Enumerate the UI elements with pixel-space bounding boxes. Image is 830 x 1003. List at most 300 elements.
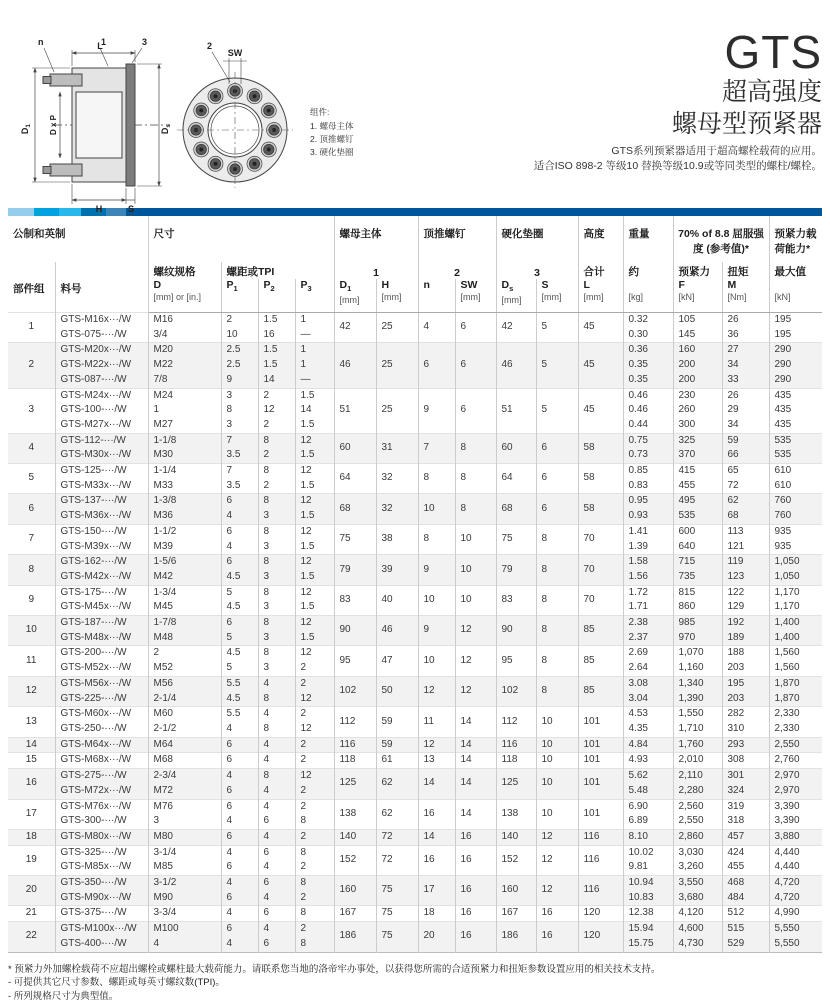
jackbolt-icon bbox=[247, 156, 262, 171]
header-symbol-13: F [kN] bbox=[673, 279, 722, 313]
cell-part: GTS-162-···/W bbox=[55, 555, 148, 570]
header-symbol-12: [kg] bbox=[623, 279, 673, 313]
cell-n: 13 bbox=[418, 753, 455, 769]
table-row bbox=[8, 313, 822, 328]
cell-s: 16 bbox=[536, 922, 578, 952]
cell-group: 15 bbox=[8, 753, 55, 769]
cell-d: M68 bbox=[148, 753, 221, 769]
component-legend bbox=[310, 107, 354, 157]
cell-kg: 4.53 bbox=[623, 707, 673, 722]
cell-f: 2,110 bbox=[673, 769, 722, 784]
cell-d: M72 bbox=[148, 784, 221, 799]
cell-ds: 160 bbox=[496, 876, 536, 906]
cell-kg: 2.69 bbox=[623, 646, 673, 661]
cell-f: 370 bbox=[673, 448, 722, 463]
cell-h: 59 bbox=[376, 737, 418, 753]
jackbolt-icon bbox=[247, 89, 262, 104]
cell-p2: 4 bbox=[258, 799, 295, 814]
cell-p1: 6 bbox=[221, 922, 258, 937]
cell-ds: 42 bbox=[496, 313, 536, 343]
cell-p3: 2 bbox=[295, 829, 334, 845]
cell-m: 121 bbox=[722, 540, 769, 555]
cell-p1: 4 bbox=[221, 509, 258, 524]
cell-d1: 42 bbox=[334, 313, 376, 343]
cell-s: 6 bbox=[536, 433, 578, 463]
legend-item-1: 1. 螺母主体 bbox=[310, 121, 354, 131]
cell-kg: 10.83 bbox=[623, 891, 673, 906]
cell-m: 34 bbox=[722, 358, 769, 373]
cell-s: 8 bbox=[536, 676, 578, 706]
cell-kg: 1.72 bbox=[623, 585, 673, 600]
cell-d1: 125 bbox=[334, 769, 376, 799]
cell-p1: 4 bbox=[221, 906, 258, 922]
cell-f: 735 bbox=[673, 570, 722, 585]
cell-d1: 90 bbox=[334, 616, 376, 646]
label-n: n bbox=[38, 37, 44, 47]
cell-max: 1,870 bbox=[769, 692, 822, 707]
cell-p3: 1.5 bbox=[295, 448, 334, 463]
cell-d1: 118 bbox=[334, 753, 376, 769]
cell-p2: 8 bbox=[258, 722, 295, 737]
cell-sw: 10 bbox=[455, 555, 496, 585]
cell-s: 8 bbox=[536, 555, 578, 585]
cell-f: 1,070 bbox=[673, 646, 722, 661]
cell-group: 11 bbox=[8, 646, 55, 676]
cell-p3: 2 bbox=[295, 707, 334, 722]
cell-kg: 2.38 bbox=[623, 616, 673, 631]
cell-p2: 16 bbox=[258, 328, 295, 343]
cell-p3: 12 bbox=[295, 722, 334, 737]
header-group-2: 尺寸 bbox=[148, 216, 334, 262]
cell-f: 325 bbox=[673, 433, 722, 448]
cell-p2: 14 bbox=[258, 373, 295, 388]
cell-p2: 4 bbox=[258, 753, 295, 769]
cell-part: GTS-075-···/W bbox=[55, 328, 148, 343]
cell-n: 9 bbox=[418, 555, 455, 585]
cell-ds: 102 bbox=[496, 676, 536, 706]
cell-d1: 68 bbox=[334, 494, 376, 524]
cell-group: 9 bbox=[8, 585, 55, 615]
header-group-7: 重量 bbox=[623, 216, 673, 262]
cell-p2: 3 bbox=[258, 600, 295, 615]
cell-kg: 0.73 bbox=[623, 448, 673, 463]
cell-p1: 9 bbox=[221, 373, 258, 388]
cell-kg: 0.83 bbox=[623, 479, 673, 494]
cell-p1: 6 bbox=[221, 784, 258, 799]
cell-sw: 8 bbox=[455, 494, 496, 524]
cell-f: 4,120 bbox=[673, 906, 722, 922]
cell-s: 6 bbox=[536, 494, 578, 524]
cell-p1: 4 bbox=[221, 876, 258, 891]
cell-p1: 4 bbox=[221, 540, 258, 555]
cell-s: 10 bbox=[536, 737, 578, 753]
cell-d: M90 bbox=[148, 891, 221, 906]
cell-kg: 1.41 bbox=[623, 524, 673, 539]
product-description-line1: GTS系列预紧器适用于超高螺栓载荷的应用。 bbox=[611, 145, 822, 157]
cell-ds: 118 bbox=[496, 753, 536, 769]
cell-n: 18 bbox=[418, 906, 455, 922]
cell-group: 1 bbox=[8, 313, 55, 343]
cell-h: 39 bbox=[376, 555, 418, 585]
cell-m: 455 bbox=[722, 860, 769, 875]
table-row bbox=[8, 464, 822, 479]
header-sublabel-3: 1 bbox=[334, 262, 418, 279]
cell-max: 2,330 bbox=[774, 722, 800, 734]
cell-kg: 15.94 bbox=[623, 922, 673, 937]
cell-f: 2,010 bbox=[673, 753, 722, 769]
cell-kg: 5.48 bbox=[623, 784, 673, 799]
cell-p1: 6 bbox=[221, 891, 258, 906]
cell-part: GTS-100-···/W bbox=[55, 403, 148, 418]
cell-p1: 2 bbox=[221, 313, 258, 328]
cell-p2: 4 bbox=[258, 737, 295, 753]
cell-p2: 8 bbox=[258, 555, 295, 570]
header-group-3: 螺母主体 bbox=[334, 216, 418, 262]
cell-d1: 51 bbox=[334, 388, 376, 433]
cell-m: 119 bbox=[722, 555, 769, 570]
cell-f: 1,760 bbox=[673, 737, 722, 753]
cell-p2: 1.5 bbox=[258, 358, 295, 373]
header-group-4: 顶推螺钉 bbox=[418, 216, 496, 262]
cell-h: 32 bbox=[376, 464, 418, 494]
cell-d: M85 bbox=[148, 860, 221, 875]
table-row bbox=[8, 799, 822, 814]
cell-m: 26 bbox=[722, 388, 769, 403]
cell-d1: 152 bbox=[334, 845, 376, 875]
cell-f: 860 bbox=[673, 600, 722, 615]
cell-p1: 6 bbox=[221, 494, 258, 509]
cell-part: GTS-300-···/W bbox=[55, 814, 148, 829]
cell-m: 129 bbox=[722, 600, 769, 615]
cell-p2: 8 bbox=[258, 769, 295, 784]
cell-sw: 16 bbox=[455, 829, 496, 845]
cell-p3: 2 bbox=[295, 922, 334, 937]
cell-m: 282 bbox=[722, 707, 769, 722]
cell-p3: 8 bbox=[295, 876, 334, 891]
cell-f: 640 bbox=[673, 540, 722, 555]
cell-m: 36 bbox=[722, 328, 769, 343]
product-subtitle-1: 超高强度 bbox=[721, 78, 822, 106]
cell-d: 2-3/4 bbox=[148, 769, 221, 784]
cell-f: 985 bbox=[673, 616, 722, 631]
cell-d: M33 bbox=[148, 479, 221, 494]
cell-h: 61 bbox=[376, 753, 418, 769]
cell-part: GTS-M45x···/W bbox=[55, 600, 148, 615]
cell-p3: 1.5 bbox=[295, 418, 334, 433]
cell-p1: 7 bbox=[221, 433, 258, 448]
cell-ds: 95 bbox=[496, 646, 536, 676]
cell-p2: 8 bbox=[258, 464, 295, 479]
cell-p3: 2 bbox=[295, 737, 334, 753]
cell-p2: 3 bbox=[258, 570, 295, 585]
cell-p1: 4.5 bbox=[221, 646, 258, 661]
cell-l: 116 bbox=[578, 829, 623, 845]
cell-part: GTS-112-···/W bbox=[55, 433, 148, 448]
cell-kg: 1.71 bbox=[623, 600, 673, 615]
cell-p1: 5 bbox=[221, 661, 258, 676]
cell-f: 4,600 bbox=[673, 922, 722, 937]
cell-group: 7 bbox=[8, 524, 55, 554]
cell-m: 308 bbox=[722, 753, 769, 769]
cell-m: 29 bbox=[722, 403, 769, 418]
cell-d: M64 bbox=[148, 737, 221, 753]
cell-f: 535 bbox=[673, 509, 722, 524]
cell-l: 70 bbox=[578, 585, 623, 615]
cell-l: 45 bbox=[578, 388, 623, 433]
cell-p3: 12 bbox=[295, 524, 334, 539]
cell-f: 1,160 bbox=[673, 661, 722, 676]
footnotes bbox=[8, 963, 822, 1003]
cell-p1: 5.5 bbox=[221, 707, 258, 722]
cell-d: 1-1/8 bbox=[148, 433, 221, 448]
cell-p3: — bbox=[295, 328, 334, 343]
cell-max: 4,990 bbox=[769, 906, 822, 922]
cell-p1: 5.5 bbox=[221, 676, 258, 691]
cell-ds: 64 bbox=[496, 464, 536, 494]
cell-part: GTS-M20x···/W bbox=[55, 343, 148, 358]
specification-table bbox=[8, 216, 822, 953]
cell-l: 101 bbox=[578, 753, 623, 769]
cell-kg: 0.35 bbox=[623, 358, 673, 373]
cell-p2: 6 bbox=[258, 937, 295, 952]
cell-sw: 12 bbox=[455, 616, 496, 646]
cell-d: 3-1/2 bbox=[148, 876, 221, 891]
cell-max: 1,400 bbox=[769, 631, 822, 646]
cell-f: 300 bbox=[673, 418, 722, 433]
cell-l: 85 bbox=[578, 646, 623, 676]
cell-d: 7/8 bbox=[148, 373, 221, 388]
cell-d: 1 bbox=[148, 403, 221, 418]
table-row bbox=[8, 737, 822, 753]
cell-p1: 4 bbox=[221, 769, 258, 784]
cell-d: 1-1/4 bbox=[148, 464, 221, 479]
cell-d: M22 bbox=[148, 358, 221, 373]
cell-n: 16 bbox=[418, 845, 455, 875]
cell-part: GTS-M76x···/W bbox=[55, 799, 148, 814]
cell-p3: 8 bbox=[295, 937, 334, 952]
label-3: 3 bbox=[142, 37, 148, 47]
cell-l: 101 bbox=[578, 799, 623, 829]
cell-p1: 4 bbox=[221, 845, 258, 860]
cell-part: GTS-200-···/W bbox=[55, 646, 148, 661]
cell-sw: 10 bbox=[455, 524, 496, 554]
table-row bbox=[8, 676, 822, 691]
cell-h: 25 bbox=[376, 343, 418, 388]
cell-d: M56 bbox=[148, 676, 221, 691]
cell-group: 3 bbox=[8, 388, 55, 433]
cell-p1: 6 bbox=[221, 524, 258, 539]
header-symbol-11: L [mm] bbox=[578, 279, 623, 313]
cell-m: 468 bbox=[722, 876, 769, 891]
table-row bbox=[8, 753, 822, 769]
cell-p2: 8 bbox=[258, 524, 295, 539]
header-symbol-5: $D_1$ [mm] bbox=[334, 279, 376, 313]
cell-n: 14 bbox=[418, 829, 455, 845]
cell-part: GTS-400-···/W bbox=[55, 937, 148, 952]
cell-max: 435 bbox=[769, 388, 822, 403]
cell-kg: 9.81 bbox=[623, 860, 673, 875]
cell-l: 101 bbox=[578, 737, 623, 753]
cell-p3: 1.5 bbox=[295, 540, 334, 555]
table-row bbox=[8, 494, 822, 509]
cell-kg: 4.35 bbox=[623, 722, 673, 737]
cell-d1: 79 bbox=[334, 555, 376, 585]
cell-p1: 4.5 bbox=[221, 692, 258, 707]
cell-f: 415 bbox=[673, 464, 722, 479]
cell-part: GTS-225-···/W bbox=[55, 692, 148, 707]
cell-h: 31 bbox=[376, 433, 418, 463]
cell-p3: 2 bbox=[295, 784, 334, 799]
cell-max: 195 bbox=[769, 313, 822, 328]
cell-d1: 75 bbox=[334, 524, 376, 554]
cell-p2: 4 bbox=[258, 784, 295, 799]
cell-part: GTS-M30x···/W bbox=[55, 448, 148, 463]
legend-item-3: 3. 硬化垫圈 bbox=[310, 147, 354, 157]
cell-d: M100 bbox=[148, 922, 221, 937]
cell-f: 715 bbox=[673, 555, 722, 570]
cell-d: M27 bbox=[148, 418, 221, 433]
cell-l: 58 bbox=[578, 464, 623, 494]
cell-p1: 4 bbox=[221, 937, 258, 952]
header-sublabel-1: 螺纹规格 bbox=[148, 262, 221, 279]
cell-sw: 10 bbox=[455, 585, 496, 615]
cell-f: 200 bbox=[673, 373, 722, 388]
cell-p3: 8 bbox=[295, 845, 334, 860]
product-subtitle-2: 螺母型预紧器 bbox=[671, 110, 822, 138]
jackbolt-icon bbox=[208, 156, 223, 171]
cell-m: 293 bbox=[722, 737, 769, 753]
cell-d: M16 bbox=[148, 313, 221, 328]
cell-ds: 152 bbox=[496, 845, 536, 875]
cell-h: 38 bbox=[376, 524, 418, 554]
cell-max: 1,050 bbox=[769, 570, 822, 585]
cell-max: 935 bbox=[769, 524, 822, 539]
cell-n: 4 bbox=[418, 313, 455, 343]
table-body bbox=[8, 313, 822, 953]
header-sublabel-7: 约 bbox=[623, 262, 673, 279]
cell-p2: 4 bbox=[258, 676, 295, 691]
cell-m: 33 bbox=[722, 373, 769, 388]
cell-p1: 5 bbox=[221, 585, 258, 600]
cell-l: 101 bbox=[578, 707, 623, 737]
cell-max: 290 bbox=[769, 373, 822, 388]
cell-p2: 6 bbox=[258, 906, 295, 922]
cell-m: 203 bbox=[722, 661, 769, 676]
cell-d1: 138 bbox=[334, 799, 376, 829]
cell-ds: 46 bbox=[496, 343, 536, 388]
cell-p3: 1.5 bbox=[295, 631, 334, 646]
cell-d: 1-5/6 bbox=[148, 555, 221, 570]
cell-part: GTS-M80x···/W bbox=[55, 829, 148, 845]
cell-group: 16 bbox=[8, 769, 55, 799]
cell-m: 189 bbox=[722, 631, 769, 646]
header-colname-1: 部件组 bbox=[8, 262, 55, 313]
cell-f: 1,340 bbox=[673, 676, 722, 691]
cell-part: GTS-M100x···/W bbox=[55, 922, 148, 937]
cell-p2: 8 bbox=[258, 692, 295, 707]
cell-p3: — bbox=[295, 373, 334, 388]
cell-ds: 90 bbox=[496, 616, 536, 646]
cell-d: M39 bbox=[148, 540, 221, 555]
title-block bbox=[534, 28, 822, 174]
header-symbol-14: M [Nm] bbox=[722, 279, 769, 313]
table-row bbox=[8, 845, 822, 860]
cell-p1: 6 bbox=[221, 555, 258, 570]
footnote-1: * 预紧力外加螺栓载荷不应超出螺栓或螺柱最大载荷能力。请联系您当地的洛帝牢办事处，以获得您所需的合适预紧力和扭矩参数设置应用的相关技术支持。 bbox=[8, 963, 661, 975]
cell-sw: 6 bbox=[455, 313, 496, 343]
header-symbol-9: $D_s$ [mm] bbox=[496, 279, 536, 313]
cell-part: GTS-M72x···/W bbox=[55, 784, 148, 799]
cell-m: 318 bbox=[722, 814, 769, 829]
cell-m: 424 bbox=[722, 845, 769, 860]
cell-max: 435 bbox=[774, 404, 792, 416]
cell-sw: 14 bbox=[455, 769, 496, 799]
cell-l: 116 bbox=[578, 845, 623, 875]
cell-h: 40 bbox=[376, 585, 418, 615]
label-h: H bbox=[95, 204, 103, 214]
cell-p3: 2 bbox=[295, 860, 334, 875]
cell-max: 2,970 bbox=[769, 769, 822, 784]
cell-part: GTS-M68x···/W bbox=[55, 753, 148, 769]
cell-ds: 140 bbox=[496, 829, 536, 845]
cell-n: 8 bbox=[418, 524, 455, 554]
cell-group: 14 bbox=[8, 737, 55, 753]
product-title: GTS bbox=[724, 26, 822, 78]
cell-d1: 140 bbox=[334, 829, 376, 845]
cell-h: 47 bbox=[376, 646, 418, 676]
cell-p1: 10 bbox=[221, 328, 258, 343]
cell-h: 32 bbox=[376, 494, 418, 524]
technical-drawing bbox=[10, 30, 430, 225]
table-row bbox=[8, 433, 822, 448]
cell-d: 3-1/4 bbox=[148, 845, 221, 860]
cell-f: 230 bbox=[673, 388, 722, 403]
cell-m: 301 bbox=[722, 769, 769, 784]
cell-f: 1,550 bbox=[673, 707, 722, 722]
cell-group: 19 bbox=[8, 845, 55, 875]
table-row bbox=[8, 769, 822, 784]
cell-kg: 6.90 bbox=[623, 799, 673, 814]
header-symbol-3: $P_2$ bbox=[258, 279, 295, 313]
cell-sw: 12 bbox=[455, 646, 496, 676]
cell-l: 85 bbox=[578, 676, 623, 706]
cell-m: 72 bbox=[722, 479, 769, 494]
cell-h: 75 bbox=[376, 906, 418, 922]
cell-p3: 12 bbox=[295, 646, 334, 661]
cell-max: 3,390 bbox=[774, 815, 800, 827]
cell-m: 59 bbox=[722, 433, 769, 448]
cell-m: 65 bbox=[722, 464, 769, 479]
cell-p3: 1.5 bbox=[295, 509, 334, 524]
cell-n: 9 bbox=[418, 616, 455, 646]
cell-kg: 8.10 bbox=[623, 829, 673, 845]
cell-d: 2-1/4 bbox=[148, 692, 221, 707]
header-colname-2: 料号 bbox=[55, 262, 148, 313]
cell-h: 62 bbox=[376, 799, 418, 829]
cell-part: GTS-375-···/W bbox=[55, 906, 148, 922]
cell-ds: 138 bbox=[496, 799, 536, 829]
cell-l: 120 bbox=[578, 906, 623, 922]
cell-s: 10 bbox=[536, 753, 578, 769]
cell-part: GTS-M22x···/W bbox=[55, 358, 148, 373]
cell-group: 5 bbox=[8, 464, 55, 494]
table-row bbox=[8, 646, 822, 661]
cell-p1: 4 bbox=[221, 814, 258, 829]
cell-d: M45 bbox=[148, 600, 221, 615]
cell-group: 20 bbox=[8, 876, 55, 906]
cell-f: 4,730 bbox=[673, 937, 722, 952]
cell-d: 3-3/4 bbox=[148, 906, 221, 922]
